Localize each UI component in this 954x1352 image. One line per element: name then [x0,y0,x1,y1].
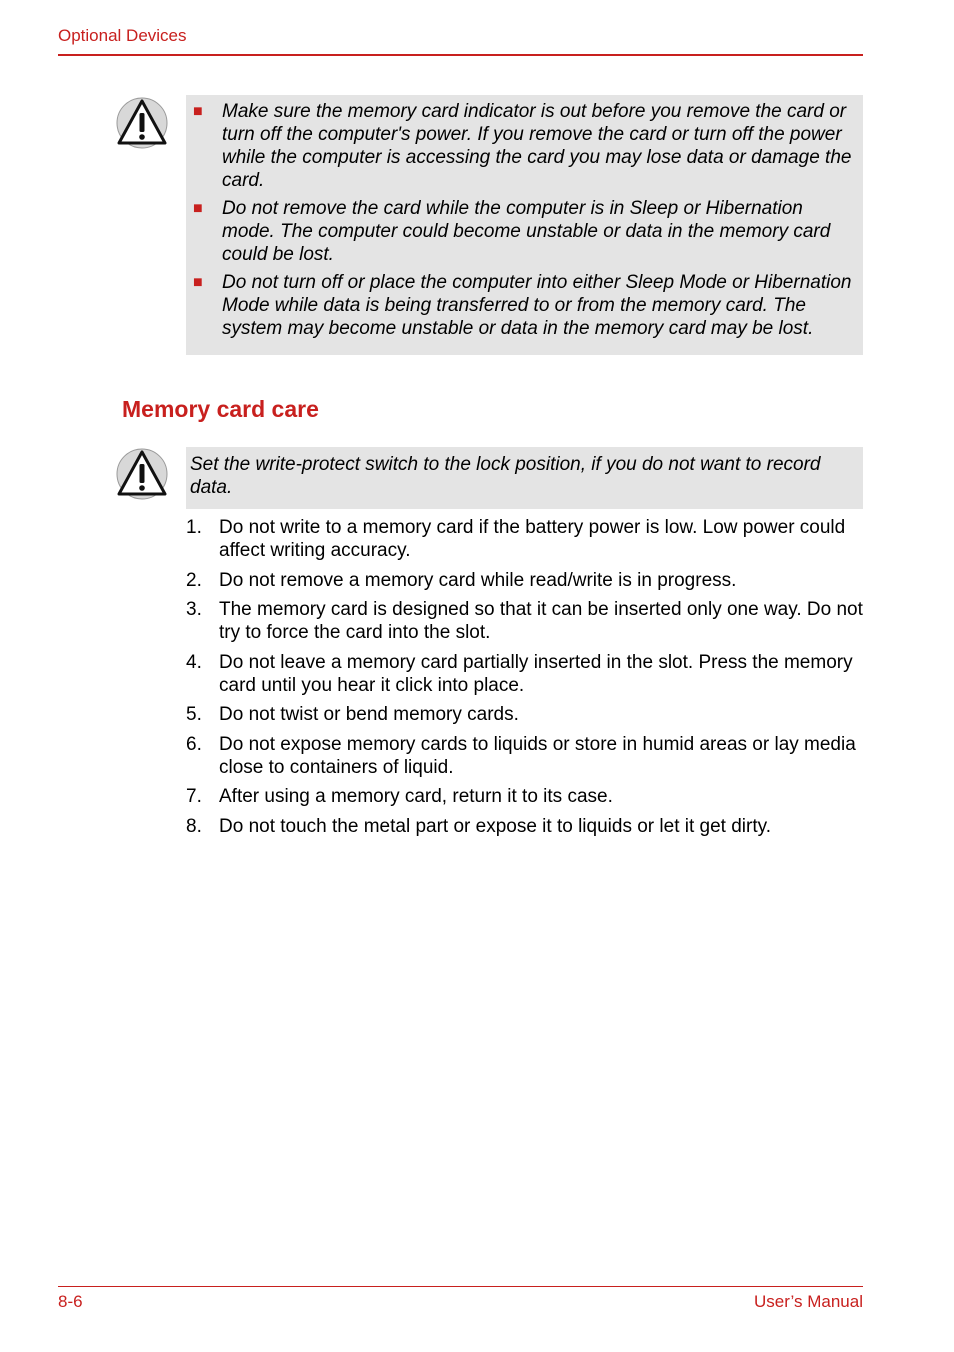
list-item: 2. Do not remove a memory card while read/write is in progress. [186,569,737,591]
list-item: 1. Do not write to a memory card if the battery power is low. Low power could affect writing accuracy. [186,517,846,561]
footer-divider [58,1286,863,1287]
caution-triangle-icon [115,97,169,149]
list-item: 8. Do not touch the metal part or expose it to liquids or let it get dirty. [186,815,771,837]
bullet-square-icon: ■ [193,274,203,291]
caution-item: ■ Make sure the memory card indicator is out before you remove the card or turn off the computer's power. If you remove the card or turn off the power while the computer is accessing the card you may lose data or damage the card. [193,101,852,191]
caution-box [186,95,863,355]
list-item: 3. The memory card is designed so that it can be inserted only one way. Do not try to force the card into the slot. [186,599,863,643]
page-number: 8-6 [58,1292,83,1311]
bullet-square-icon: ■ [193,200,203,217]
header-divider [58,54,863,56]
list-item: 7. After using a memory card, return it to its case. [186,786,613,807]
manual-title: User’s Manual [754,1292,863,1311]
list-item: 6. Do not expose memory cards to liquids or store in humid areas or lay media close to containers of liquid. [186,733,856,778]
running-header: Optional Devices [58,26,187,45]
caution-item: ■ Do not remove the card while the computer is in Sleep or Hibernation mode. The computer could become unstable or data in the memory card could be lost. [193,198,831,265]
list-item: 5. Do not twist or bend memory cards. [186,704,519,725]
section-title: Memory card care [122,396,319,422]
care-steps-list [186,516,863,844]
caution-text: Set the write-protect switch to the lock position, if you do not want to record data. [190,454,821,498]
caution-box [186,447,863,509]
bullet-square-icon: ■ [193,103,203,120]
list-item: 4. Do not leave a memory card partially inserted in the slot. Press the memory card until you hear it click into place. [186,651,853,696]
caution-triangle-icon [115,448,169,500]
caution-item: ■ Do not turn off or place the computer into either Sleep Mode or Hibernation Mode while data is being transferred to or from the memory card. The system may become unstable or data in the memory card may be lost. [193,272,852,339]
